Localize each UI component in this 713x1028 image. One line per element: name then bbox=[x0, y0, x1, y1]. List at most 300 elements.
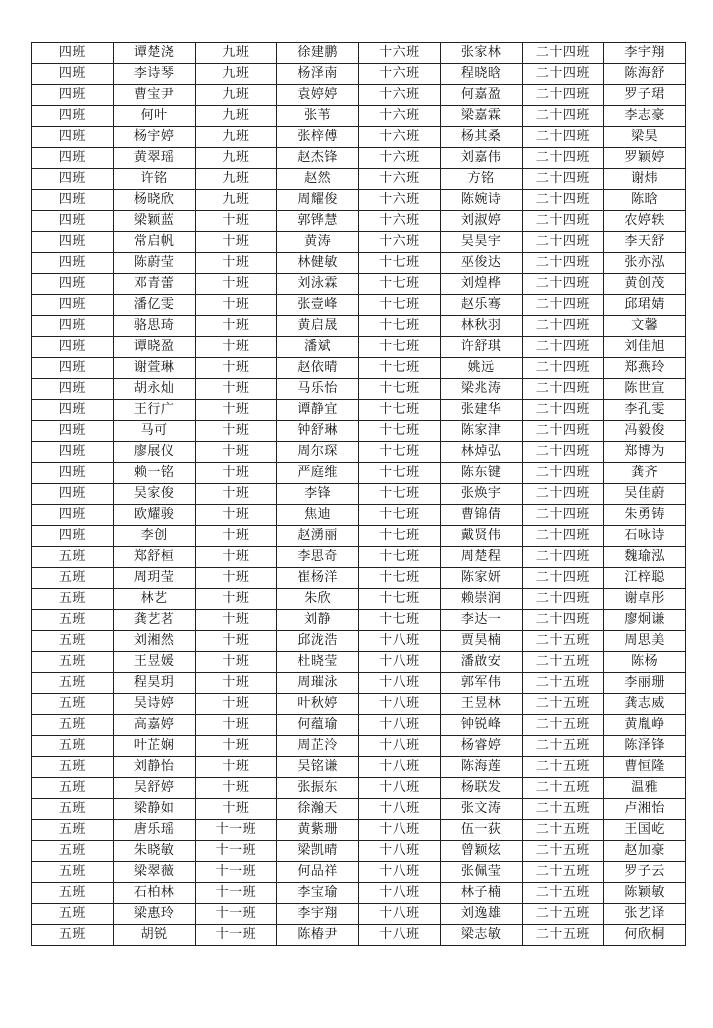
name-cell: 王昱媛 bbox=[113, 652, 195, 673]
class-cell: 五班 bbox=[32, 757, 114, 778]
name-cell: 潘斌 bbox=[277, 337, 359, 358]
class-cell: 四班 bbox=[32, 400, 114, 421]
class-cell: 二十五班 bbox=[522, 673, 604, 694]
class-cell: 二十四班 bbox=[522, 337, 604, 358]
class-cell: 四班 bbox=[32, 169, 114, 190]
name-cell: 潘啟安 bbox=[440, 652, 522, 673]
table-row bbox=[32, 799, 686, 820]
name-cell: 吴佳蔚 bbox=[604, 484, 686, 505]
name-cell: 郭铧慧 bbox=[277, 211, 359, 232]
class-cell: 四班 bbox=[32, 463, 114, 484]
class-cell: 二十五班 bbox=[522, 841, 604, 862]
name-cell: 叶秋婷 bbox=[277, 694, 359, 715]
class-cell: 二十四班 bbox=[522, 316, 604, 337]
name-cell: 张建华 bbox=[440, 400, 522, 421]
class-cell: 二十四班 bbox=[522, 295, 604, 316]
class-cell: 四班 bbox=[32, 232, 114, 253]
class-cell: 二十五班 bbox=[522, 904, 604, 925]
table-row bbox=[32, 547, 686, 568]
name-cell: 梁志敏 bbox=[440, 925, 522, 946]
class-cell: 五班 bbox=[32, 820, 114, 841]
name-cell: 李锋 bbox=[277, 484, 359, 505]
name-cell: 黄胤峥 bbox=[604, 715, 686, 736]
name-cell: 陈蔚莹 bbox=[113, 253, 195, 274]
name-cell: 李志豪 bbox=[604, 106, 686, 127]
name-cell: 曹锦倩 bbox=[440, 505, 522, 526]
class-cell: 二十五班 bbox=[522, 715, 604, 736]
table-row bbox=[32, 925, 686, 946]
class-cell: 四班 bbox=[32, 106, 114, 127]
name-cell: 贾昊楠 bbox=[440, 631, 522, 652]
name-cell: 邱泷浩 bbox=[277, 631, 359, 652]
name-cell: 胡永灿 bbox=[113, 379, 195, 400]
name-cell: 张振东 bbox=[277, 778, 359, 799]
name-cell: 朱晓敏 bbox=[113, 841, 195, 862]
name-cell: 刘煌桦 bbox=[440, 274, 522, 295]
class-cell: 十六班 bbox=[359, 148, 441, 169]
class-cell: 九班 bbox=[195, 85, 277, 106]
table-row bbox=[32, 190, 686, 211]
class-cell: 二十五班 bbox=[522, 799, 604, 820]
table-row bbox=[32, 421, 686, 442]
class-cell: 二十四班 bbox=[522, 127, 604, 148]
table-row bbox=[32, 526, 686, 547]
name-cell: 李丽珊 bbox=[604, 673, 686, 694]
name-cell: 梁颖蓝 bbox=[113, 211, 195, 232]
name-cell: 温雅 bbox=[604, 778, 686, 799]
class-cell: 二十四班 bbox=[522, 211, 604, 232]
name-cell: 杨泽南 bbox=[277, 64, 359, 85]
name-cell: 刘湘然 bbox=[113, 631, 195, 652]
class-cell: 四班 bbox=[32, 421, 114, 442]
class-cell: 十七班 bbox=[359, 526, 441, 547]
name-cell: 李宇翔 bbox=[604, 43, 686, 64]
name-cell: 李思奇 bbox=[277, 547, 359, 568]
class-cell: 十八班 bbox=[359, 904, 441, 925]
name-cell: 赵湧丽 bbox=[277, 526, 359, 547]
name-cell: 陈海莲 bbox=[440, 757, 522, 778]
name-cell: 陈世宣 bbox=[604, 379, 686, 400]
name-cell: 李天舒 bbox=[604, 232, 686, 253]
name-cell: 邱珺婧 bbox=[604, 295, 686, 316]
table-row bbox=[32, 295, 686, 316]
name-cell: 赖一铭 bbox=[113, 463, 195, 484]
name-cell: 郑燕玲 bbox=[604, 358, 686, 379]
name-cell: 卢湘怡 bbox=[604, 799, 686, 820]
class-cell: 五班 bbox=[32, 673, 114, 694]
class-cell: 二十四班 bbox=[522, 274, 604, 295]
name-cell: 杨宇婷 bbox=[113, 127, 195, 148]
name-cell: 巫俊达 bbox=[440, 253, 522, 274]
class-cell: 十一班 bbox=[195, 883, 277, 904]
table-row bbox=[32, 631, 686, 652]
name-cell: 杨其桑 bbox=[440, 127, 522, 148]
class-cell: 五班 bbox=[32, 610, 114, 631]
name-cell: 周璀泳 bbox=[277, 673, 359, 694]
name-cell: 李创 bbox=[113, 526, 195, 547]
name-cell: 刘嘉伟 bbox=[440, 148, 522, 169]
name-cell: 赵乐骞 bbox=[440, 295, 522, 316]
class-cell: 十七班 bbox=[359, 274, 441, 295]
class-cell: 二十四班 bbox=[522, 358, 604, 379]
name-cell: 郑舒桓 bbox=[113, 547, 195, 568]
name-cell: 王昱林 bbox=[440, 694, 522, 715]
class-cell: 九班 bbox=[195, 148, 277, 169]
class-cell: 十班 bbox=[195, 547, 277, 568]
name-cell: 吴舒婷 bbox=[113, 778, 195, 799]
class-cell: 十七班 bbox=[359, 442, 441, 463]
name-cell: 谭晓盈 bbox=[113, 337, 195, 358]
class-cell: 十班 bbox=[195, 295, 277, 316]
name-cell: 龚艺茗 bbox=[113, 610, 195, 631]
table-row bbox=[32, 652, 686, 673]
class-cell: 五班 bbox=[32, 925, 114, 946]
name-cell: 曹恒隆 bbox=[604, 757, 686, 778]
class-cell: 九班 bbox=[195, 43, 277, 64]
class-cell: 二十四班 bbox=[522, 106, 604, 127]
class-cell: 二十四班 bbox=[522, 589, 604, 610]
class-cell: 十班 bbox=[195, 505, 277, 526]
class-cell: 二十四班 bbox=[522, 64, 604, 85]
class-cell: 二十四班 bbox=[522, 85, 604, 106]
class-cell: 十班 bbox=[195, 274, 277, 295]
class-cell: 十八班 bbox=[359, 757, 441, 778]
class-cell: 二十四班 bbox=[522, 463, 604, 484]
table-row bbox=[32, 169, 686, 190]
class-cell: 二十五班 bbox=[522, 778, 604, 799]
name-cell: 张家林 bbox=[440, 43, 522, 64]
class-cell: 十班 bbox=[195, 757, 277, 778]
table-row bbox=[32, 694, 686, 715]
class-cell: 十七班 bbox=[359, 463, 441, 484]
table-row bbox=[32, 148, 686, 169]
table-row bbox=[32, 505, 686, 526]
class-cell: 十八班 bbox=[359, 715, 441, 736]
name-cell: 陈家津 bbox=[440, 421, 522, 442]
name-cell: 曹宝尹 bbox=[113, 85, 195, 106]
name-cell: 陈杨 bbox=[604, 652, 686, 673]
name-cell: 林健敏 bbox=[277, 253, 359, 274]
name-cell: 梁昊 bbox=[604, 127, 686, 148]
class-cell: 十班 bbox=[195, 379, 277, 400]
class-cell: 五班 bbox=[32, 736, 114, 757]
name-cell: 骆思琦 bbox=[113, 316, 195, 337]
class-cell: 四班 bbox=[32, 337, 114, 358]
name-cell: 陈家妍 bbox=[440, 568, 522, 589]
name-cell: 唐乐瑶 bbox=[113, 820, 195, 841]
name-cell: 罗颖婷 bbox=[604, 148, 686, 169]
name-cell: 赖崇润 bbox=[440, 589, 522, 610]
name-cell: 廖炯谦 bbox=[604, 610, 686, 631]
class-cell: 十七班 bbox=[359, 568, 441, 589]
table-row bbox=[32, 316, 686, 337]
name-cell: 赵依晴 bbox=[277, 358, 359, 379]
name-cell: 石咏诗 bbox=[604, 526, 686, 547]
class-cell: 十七班 bbox=[359, 295, 441, 316]
class-cell: 十班 bbox=[195, 463, 277, 484]
class-cell: 十八班 bbox=[359, 631, 441, 652]
class-cell: 二十四班 bbox=[522, 253, 604, 274]
class-cell: 十七班 bbox=[359, 421, 441, 442]
class-cell: 十班 bbox=[195, 589, 277, 610]
name-cell: 石柏林 bbox=[113, 883, 195, 904]
table-row bbox=[32, 400, 686, 421]
name-cell: 何品祥 bbox=[277, 862, 359, 883]
class-cell: 五班 bbox=[32, 715, 114, 736]
table-row bbox=[32, 862, 686, 883]
class-cell: 二十五班 bbox=[522, 820, 604, 841]
name-cell: 罗子云 bbox=[604, 862, 686, 883]
name-cell: 周耀俊 bbox=[277, 190, 359, 211]
class-cell: 二十四班 bbox=[522, 547, 604, 568]
table-row bbox=[32, 568, 686, 589]
class-cell: 十班 bbox=[195, 253, 277, 274]
name-cell: 梁兆涛 bbox=[440, 379, 522, 400]
name-cell: 黄创茂 bbox=[604, 274, 686, 295]
name-cell: 谭静宜 bbox=[277, 400, 359, 421]
name-cell: 农婷轶 bbox=[604, 211, 686, 232]
name-cell: 杨联发 bbox=[440, 778, 522, 799]
table-row bbox=[32, 85, 686, 106]
name-cell: 杨晓欣 bbox=[113, 190, 195, 211]
class-cell: 十七班 bbox=[359, 358, 441, 379]
class-cell: 四班 bbox=[32, 316, 114, 337]
name-cell: 周楚程 bbox=[440, 547, 522, 568]
class-cell: 十六班 bbox=[359, 85, 441, 106]
class-cell: 十一班 bbox=[195, 862, 277, 883]
class-cell: 十班 bbox=[195, 652, 277, 673]
table-row bbox=[32, 253, 686, 274]
name-cell: 方铭 bbox=[440, 169, 522, 190]
class-cell: 二十四班 bbox=[522, 379, 604, 400]
class-cell: 十班 bbox=[195, 400, 277, 421]
class-cell: 十班 bbox=[195, 715, 277, 736]
name-cell: 江梓聪 bbox=[604, 568, 686, 589]
name-cell: 张壹峰 bbox=[277, 295, 359, 316]
name-cell: 梁惠玲 bbox=[113, 904, 195, 925]
name-cell: 许舒琪 bbox=[440, 337, 522, 358]
roster-body bbox=[32, 43, 686, 946]
class-cell: 四班 bbox=[32, 526, 114, 547]
name-cell: 刘静怡 bbox=[113, 757, 195, 778]
name-cell: 周思美 bbox=[604, 631, 686, 652]
class-cell: 二十四班 bbox=[522, 610, 604, 631]
name-cell: 周尔琛 bbox=[277, 442, 359, 463]
class-cell: 十班 bbox=[195, 799, 277, 820]
class-cell: 五班 bbox=[32, 652, 114, 673]
class-cell: 十班 bbox=[195, 316, 277, 337]
class-cell: 二十四班 bbox=[522, 505, 604, 526]
class-cell: 九班 bbox=[195, 106, 277, 127]
name-cell: 徐建鹏 bbox=[277, 43, 359, 64]
class-cell: 十七班 bbox=[359, 316, 441, 337]
name-cell: 马乐怡 bbox=[277, 379, 359, 400]
class-cell: 十班 bbox=[195, 442, 277, 463]
name-cell: 邓青蕾 bbox=[113, 274, 195, 295]
class-cell: 十一班 bbox=[195, 925, 277, 946]
class-cell: 十六班 bbox=[359, 169, 441, 190]
class-cell: 九班 bbox=[195, 64, 277, 85]
name-cell: 徐瀚天 bbox=[277, 799, 359, 820]
class-cell: 五班 bbox=[32, 778, 114, 799]
name-cell: 张苇 bbox=[277, 106, 359, 127]
class-cell: 十八班 bbox=[359, 883, 441, 904]
table-row bbox=[32, 757, 686, 778]
table-row bbox=[32, 589, 686, 610]
class-cell: 四班 bbox=[32, 274, 114, 295]
name-cell: 梁静如 bbox=[113, 799, 195, 820]
name-cell: 赵加豪 bbox=[604, 841, 686, 862]
name-cell: 黄翠瑶 bbox=[113, 148, 195, 169]
name-cell: 陈海舒 bbox=[604, 64, 686, 85]
class-cell: 十八班 bbox=[359, 862, 441, 883]
class-cell: 四班 bbox=[32, 358, 114, 379]
name-cell: 何欣桐 bbox=[604, 925, 686, 946]
class-cell: 十七班 bbox=[359, 484, 441, 505]
class-cell: 十七班 bbox=[359, 505, 441, 526]
class-cell: 二十四班 bbox=[522, 400, 604, 421]
name-cell: 刘泳霖 bbox=[277, 274, 359, 295]
class-cell: 十班 bbox=[195, 631, 277, 652]
class-cell: 四班 bbox=[32, 484, 114, 505]
name-cell: 吴昊宇 bbox=[440, 232, 522, 253]
name-cell: 龚志威 bbox=[604, 694, 686, 715]
name-cell: 杜晓莹 bbox=[277, 652, 359, 673]
table-row bbox=[32, 484, 686, 505]
name-cell: 李达一 bbox=[440, 610, 522, 631]
name-cell: 郭军伟 bbox=[440, 673, 522, 694]
class-cell: 十六班 bbox=[359, 43, 441, 64]
name-cell: 梁凯晴 bbox=[277, 841, 359, 862]
name-cell: 朱欣 bbox=[277, 589, 359, 610]
class-cell: 二十五班 bbox=[522, 694, 604, 715]
class-cell: 十八班 bbox=[359, 652, 441, 673]
name-cell: 林焯弘 bbox=[440, 442, 522, 463]
name-cell: 黄紫珊 bbox=[277, 820, 359, 841]
class-cell: 十一班 bbox=[195, 904, 277, 925]
name-cell: 魏瑜泓 bbox=[604, 547, 686, 568]
name-cell: 谢卓彤 bbox=[604, 589, 686, 610]
table-row bbox=[32, 43, 686, 64]
class-cell: 四班 bbox=[32, 127, 114, 148]
class-cell: 十班 bbox=[195, 568, 277, 589]
name-cell: 严庭维 bbox=[277, 463, 359, 484]
name-cell: 程晓晗 bbox=[440, 64, 522, 85]
name-cell: 李孔雯 bbox=[604, 400, 686, 421]
name-cell: 龚齐 bbox=[604, 463, 686, 484]
class-cell: 十七班 bbox=[359, 610, 441, 631]
name-cell: 高嘉婷 bbox=[113, 715, 195, 736]
class-cell: 五班 bbox=[32, 904, 114, 925]
class-cell: 二十五班 bbox=[522, 757, 604, 778]
class-cell: 十六班 bbox=[359, 127, 441, 148]
class-cell: 十八班 bbox=[359, 736, 441, 757]
class-cell: 五班 bbox=[32, 862, 114, 883]
name-cell: 张佩莹 bbox=[440, 862, 522, 883]
class-cell: 十六班 bbox=[359, 211, 441, 232]
table-row bbox=[32, 610, 686, 631]
class-cell: 十班 bbox=[195, 337, 277, 358]
table-row bbox=[32, 358, 686, 379]
class-cell: 二十四班 bbox=[522, 232, 604, 253]
name-cell: 吴家俊 bbox=[113, 484, 195, 505]
name-cell: 廖展仪 bbox=[113, 442, 195, 463]
class-cell: 十班 bbox=[195, 358, 277, 379]
class-cell: 十八班 bbox=[359, 841, 441, 862]
name-cell: 刘静 bbox=[277, 610, 359, 631]
class-cell: 四班 bbox=[32, 190, 114, 211]
table-row bbox=[32, 127, 686, 148]
class-cell: 二十四班 bbox=[522, 484, 604, 505]
class-cell: 四班 bbox=[32, 295, 114, 316]
class-cell: 十八班 bbox=[359, 673, 441, 694]
name-cell: 姚远 bbox=[440, 358, 522, 379]
name-cell: 梁嘉霖 bbox=[440, 106, 522, 127]
class-cell: 十七班 bbox=[359, 547, 441, 568]
name-cell: 周玥莹 bbox=[113, 568, 195, 589]
name-cell: 张梓傅 bbox=[277, 127, 359, 148]
class-cell: 十八班 bbox=[359, 694, 441, 715]
name-cell: 冯毅俊 bbox=[604, 421, 686, 442]
class-cell: 二十五班 bbox=[522, 862, 604, 883]
class-cell: 四班 bbox=[32, 85, 114, 106]
class-cell: 十八班 bbox=[359, 925, 441, 946]
table-row bbox=[32, 883, 686, 904]
class-cell: 二十五班 bbox=[522, 736, 604, 757]
name-cell: 张文涛 bbox=[440, 799, 522, 820]
class-cell: 十班 bbox=[195, 694, 277, 715]
name-cell: 袁婷婷 bbox=[277, 85, 359, 106]
name-cell: 马可 bbox=[113, 421, 195, 442]
name-cell: 何嘉盈 bbox=[440, 85, 522, 106]
name-cell: 何叶 bbox=[113, 106, 195, 127]
name-cell: 陈椿尹 bbox=[277, 925, 359, 946]
name-cell: 潘亿雯 bbox=[113, 295, 195, 316]
name-cell: 陈晗 bbox=[604, 190, 686, 211]
name-cell: 林秋羽 bbox=[440, 316, 522, 337]
class-cell: 二十五班 bbox=[522, 652, 604, 673]
table-row bbox=[32, 820, 686, 841]
class-cell: 五班 bbox=[32, 883, 114, 904]
class-cell: 四班 bbox=[32, 64, 114, 85]
class-cell: 五班 bbox=[32, 568, 114, 589]
class-cell: 九班 bbox=[195, 127, 277, 148]
name-cell: 梁翠薇 bbox=[113, 862, 195, 883]
table-row bbox=[32, 64, 686, 85]
class-cell: 九班 bbox=[195, 190, 277, 211]
name-cell: 张亦泓 bbox=[604, 253, 686, 274]
table-row bbox=[32, 715, 686, 736]
table-row bbox=[32, 463, 686, 484]
class-cell: 十班 bbox=[195, 778, 277, 799]
name-cell: 欧耀骏 bbox=[113, 505, 195, 526]
class-cell: 十六班 bbox=[359, 190, 441, 211]
name-cell: 伍一荻 bbox=[440, 820, 522, 841]
class-cell: 五班 bbox=[32, 799, 114, 820]
class-cell: 五班 bbox=[32, 631, 114, 652]
name-cell: 程昊玥 bbox=[113, 673, 195, 694]
name-cell: 陈颖敏 bbox=[604, 883, 686, 904]
name-cell: 王行广 bbox=[113, 400, 195, 421]
class-cell: 十一班 bbox=[195, 841, 277, 862]
table-row bbox=[32, 841, 686, 862]
name-cell: 刘逸雄 bbox=[440, 904, 522, 925]
class-cell: 十八班 bbox=[359, 778, 441, 799]
name-cell: 常启帆 bbox=[113, 232, 195, 253]
class-cell: 二十四班 bbox=[522, 169, 604, 190]
class-cell: 四班 bbox=[32, 505, 114, 526]
name-cell: 黄启晟 bbox=[277, 316, 359, 337]
